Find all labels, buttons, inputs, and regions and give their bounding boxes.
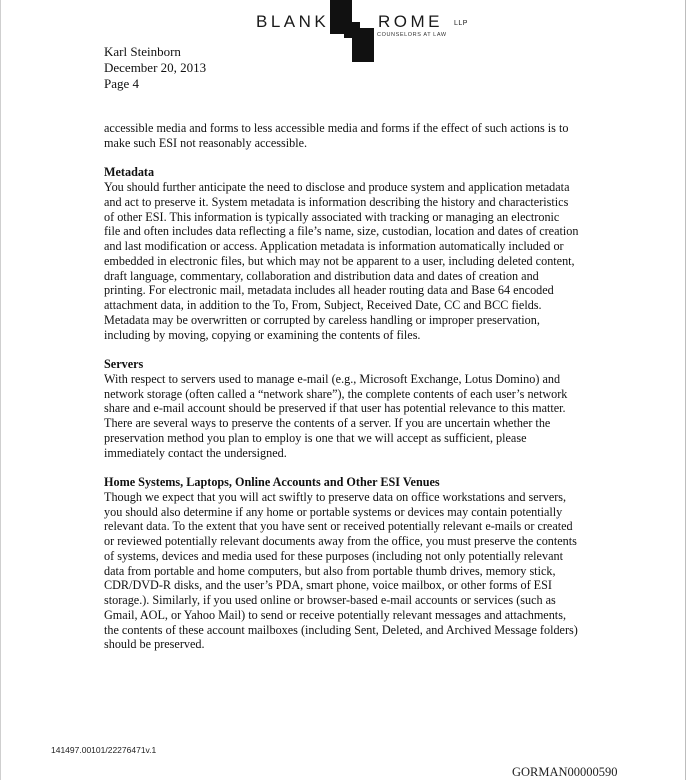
body-line: You should further anticipate the need to disclose and produce system and application metadata [104, 180, 570, 194]
document-id: 141497.00101/22276471v.1 [51, 745, 157, 755]
body-line: attachment data, in addition to the To, From, Subject, Received Date, CC and BCC fields. [104, 298, 542, 312]
letter-date: December 20, 2013 [104, 60, 207, 75]
body-line: CDR/DVD-R disks, and the user’s PDA, smart phone, voice mailbox, or other forms of ESI [104, 578, 552, 593]
body-line: including by moving, copying or examining the contents of files. [104, 327, 421, 342]
logo-word-right: ROME [378, 12, 443, 31]
body-line: data from portable and home computers, but also from portable thumb drives, memory stick, [104, 563, 556, 578]
body-line: printing. For electronic mail, metadata includes all header routing data and Base 64 encoded [104, 283, 554, 298]
body-line: There are several ways to preserve the contents of a server. If you are uncertain whether the [104, 416, 551, 430]
body-line: file and often includes data reflecting a file’s name, size, custodian, location and dates of creation [104, 224, 579, 239]
body-line: make such ESI not reasonably accessible. [104, 135, 308, 150]
body-line: storage.). Similarly, if you used online or browser-based e-mail accounts or services (such as [104, 593, 556, 607]
body-line: Metadata may be overwritten or corrupted by careless handling or improper preservation, [104, 312, 540, 327]
body-line: share and e-mail account should be preserved if that user has potential relevance to this matter. [104, 401, 566, 416]
logo-subtitle: COUNSELORS AT LAW [377, 32, 447, 38]
body-line: network storage (often called a “network share”), the complete contents of each user’s network [104, 386, 568, 401]
body-line: the contents of these account mailboxes (including Sent, Deleted, and Archived Message folders) [104, 622, 578, 637]
page-number: Page 4 [104, 76, 140, 91]
logo-block-icon [330, 0, 374, 62]
section-heading-home-systems: Home Systems, Laptops, Online Accounts and Other ESI Venues [104, 475, 440, 489]
section-heading-servers: Servers [104, 357, 144, 371]
logo-word-left: BLANK [256, 12, 330, 31]
body-line: or reviewed potentially relevant documents away from the office, you must preserve the contents [104, 534, 577, 548]
section-heading-metadata: Metadata [104, 165, 155, 180]
body-line: and act to preserve it. System metadata is information describing the history and characteristics [104, 194, 569, 209]
bates-number: GORMAN00000590 [512, 765, 618, 779]
letter-body [104, 121, 604, 652]
body-line: preservation method you plan to employ is one that we will accept as sufficient, please [104, 430, 527, 445]
recipient-name: Karl Steinborn [104, 44, 181, 59]
body-line: Though we expect that you will act swiftly to preserve data on office workstations and servers, [104, 489, 567, 504]
body-line: of other ESI. This information is typically associated with tracking or managing an electronic [104, 209, 560, 224]
body-line: relevant data. To the extent that you have sent or received potentially relevant e-mails or created [104, 519, 573, 534]
body-line: should be preserved. [104, 637, 205, 652]
body-line: accessible media and forms to less accessible media and forms if the effect of such actions is to [104, 121, 569, 135]
body-line: of systems, devices and media used for these purposes (including not only potentially relevant [104, 548, 563, 563]
body-line: Gmail, AOL, or Yahoo Mail) to send or receive potentially relevant messages and attachments, [104, 607, 566, 622]
body-line: embedded in electronic files, but which may not be apparent to a user, including deleted content, [104, 253, 575, 268]
body-line: you should also determine if any home or portable systems or devices may contain potentially [104, 504, 563, 519]
body-line: With respect to servers used to manage e-mail (e.g., Microsoft Exchange, Lotus Domino) and [104, 371, 561, 386]
body-line: immediately contact the undersigned. [104, 445, 287, 460]
letterhead-logo [250, 0, 480, 62]
letter-header [104, 44, 206, 92]
body-line: and last modification or access. Application metadata is information automatically included or [104, 239, 564, 253]
body-line: draft language, commentary, collaboration and distribution data and dates of creation and [104, 268, 539, 283]
logo-llp: LLP [454, 20, 468, 27]
